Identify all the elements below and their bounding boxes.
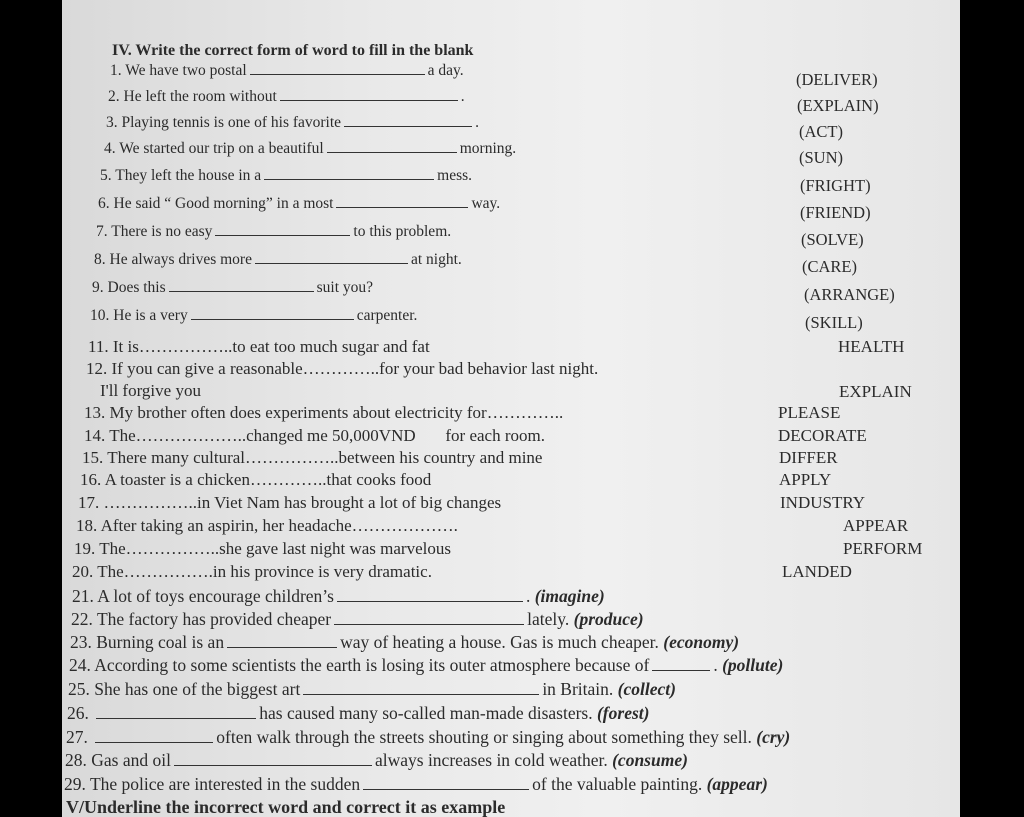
- exercise-item: [96, 223, 451, 241]
- answer-blank[interactable]: [336, 206, 468, 208]
- answer-blank[interactable]: [96, 717, 256, 719]
- item-number: 11.: [88, 337, 113, 356]
- item-number: 13.: [84, 403, 110, 422]
- exercise-item: [88, 337, 430, 357]
- item-text-after: a day.: [427, 62, 464, 79]
- item-number: 12.: [86, 359, 112, 378]
- item-text-after: .: [475, 114, 479, 131]
- root-word-hint: (cry): [756, 727, 791, 747]
- item-text-after: always increases in cold weather.: [374, 750, 613, 770]
- item-text-before: After taking an aspirin, her headache: [100, 516, 352, 535]
- item-number: 19.: [74, 539, 100, 558]
- item-text-after: suit you?: [316, 279, 374, 296]
- item-text-before: There is no easy: [111, 223, 213, 240]
- item-number: 7.: [96, 223, 112, 240]
- item-number: 1.: [110, 62, 126, 79]
- root-word-hint: (forest): [596, 703, 650, 723]
- item-text-after: she gave last night was marvelous: [219, 539, 451, 558]
- item-text-before: He is a very: [113, 307, 188, 324]
- item-number: 8.: [94, 251, 110, 268]
- dotted-answer-blank[interactable]: ……………….: [351, 516, 458, 535]
- item-text-after: that cooks food: [326, 470, 432, 489]
- item-number: 2.: [108, 88, 124, 105]
- dotted-answer-blank[interactable]: …………..: [486, 403, 564, 422]
- item-text-before: A toaster is a chicken: [104, 470, 250, 489]
- root-word: APPEAR: [843, 516, 909, 535]
- item-text-before: Gas and oil: [91, 750, 171, 770]
- item-number: 16.: [80, 470, 105, 489]
- item-text-after: at night.: [410, 251, 462, 268]
- exercise-item: [92, 279, 373, 297]
- root-word: (FRIGHT): [800, 176, 871, 195]
- item-number: 22.: [71, 609, 97, 629]
- item-number: 10.: [90, 307, 114, 324]
- exercise-item: [74, 539, 451, 559]
- root-word: (SOLVE): [801, 230, 864, 249]
- item-text-before: Playing tennis is one of his favorite: [121, 114, 342, 131]
- item-text-after: for your bad behavior last night.: [379, 359, 599, 378]
- item-text-after: in Viet Nam has brought a lot of big changes: [197, 493, 502, 512]
- item-text-after: .: [525, 586, 535, 606]
- item-text-before: It is: [112, 337, 139, 356]
- dotted-answer-blank[interactable]: …………….: [123, 562, 213, 581]
- root-word: PERFORM: [843, 539, 923, 558]
- item-number: 26.: [67, 703, 94, 723]
- answer-blank[interactable]: [344, 125, 472, 127]
- item-number: 6.: [98, 195, 114, 212]
- exercise-item: [76, 516, 458, 536]
- dotted-answer-blank[interactable]: ……………..: [245, 448, 339, 467]
- exercise-item: [65, 750, 688, 771]
- item-text-before: The police are interested in the sudden: [89, 774, 361, 794]
- exercise-item: [72, 586, 605, 607]
- item-text-after: lately.: [527, 609, 574, 629]
- item-text-after: has caused many so-called man-made disasters.: [259, 703, 597, 723]
- item-number: 21.: [72, 586, 98, 606]
- item-number: 14.: [84, 426, 110, 445]
- item-text-before: My brother often does experiments about electricity for: [109, 403, 487, 422]
- root-word-hint: (economy): [663, 632, 740, 652]
- item-number: 28.: [65, 750, 92, 770]
- exercise-item: [70, 632, 739, 653]
- exercise-item: [64, 774, 768, 795]
- root-word-hint: (consume): [612, 750, 688, 770]
- item-text-before: According to some scientists the earth is losing its outer atmosphere because of: [94, 655, 650, 675]
- item-text-after: in his province is very dramatic.: [212, 562, 432, 581]
- item-text-before: Does this: [107, 279, 166, 296]
- answer-blank[interactable]: [303, 693, 539, 695]
- item-text-before: He said “ Good morning” in a most: [113, 195, 334, 212]
- item-text-after: to this problem.: [353, 223, 452, 240]
- item-text-before: The: [109, 426, 136, 445]
- root-word: (ARRANGE): [804, 285, 895, 304]
- item-text-after: way.: [471, 195, 501, 212]
- item-text-after: to eat too much sugar and fat: [232, 337, 430, 356]
- root-word: DECORATE: [778, 426, 867, 445]
- exercise-item: [67, 703, 649, 724]
- root-word-hint: (collect): [617, 679, 676, 699]
- exercise-item: [90, 307, 417, 325]
- root-word: PLEASE: [778, 403, 841, 422]
- item-text-before: He left the room without: [123, 88, 277, 105]
- exercise-item: [104, 140, 516, 158]
- exercise-item: [66, 727, 790, 748]
- answer-blank[interactable]: [255, 262, 408, 264]
- exercise-item: [98, 195, 500, 213]
- worksheet-page: [62, 0, 960, 817]
- answer-blank[interactable]: [363, 788, 529, 790]
- exercise-item: [106, 114, 479, 132]
- item-text-after: mess.: [437, 167, 473, 184]
- item-number: 27.: [66, 727, 93, 747]
- item-text-after: in Britain.: [542, 679, 618, 699]
- exercise-item: [80, 470, 431, 490]
- root-word: (SKILL): [805, 313, 863, 332]
- item-number: 29.: [64, 774, 90, 794]
- next-section-heading: V/Underline the incorrect word and correct it as example: [66, 797, 506, 817]
- item-text-before: If you can give a reasonable: [111, 359, 303, 378]
- item-text-before: We have two postal: [125, 62, 247, 79]
- exercise-item: [82, 448, 542, 468]
- exercise-item: [100, 381, 201, 401]
- item-text-before: We started our trip on a beautiful: [119, 140, 324, 157]
- answer-blank[interactable]: [169, 290, 314, 292]
- item-text-after: morning.: [459, 140, 517, 157]
- item-number: 3.: [106, 114, 122, 131]
- exercise-item: [108, 88, 465, 106]
- exercise-item: [100, 167, 472, 185]
- item-text-after: often walk through the streets shouting or singing about something they sell.: [216, 727, 757, 747]
- item-text-before: The: [99, 539, 126, 558]
- item-text-before: Burning coal is an: [96, 632, 225, 652]
- exercise-item: [84, 426, 545, 446]
- dotted-answer-blank[interactable]: ……………..: [103, 493, 197, 512]
- root-word: EXPLAIN: [839, 382, 912, 401]
- item-text-after: way of heating a house. Gas is much cheaper.: [340, 632, 664, 652]
- exercise-item: [69, 655, 783, 676]
- item-text-after: .: [460, 88, 465, 105]
- root-word: (ACT): [799, 122, 843, 141]
- dotted-answer-blank[interactable]: ……………..: [138, 337, 233, 356]
- item-number: 20.: [72, 562, 98, 581]
- exercise-item: [72, 562, 432, 582]
- answer-blank[interactable]: [174, 764, 372, 766]
- root-word: (SUN): [799, 148, 843, 167]
- exercise-item: [68, 679, 676, 700]
- item-text-before: She has one of the biggest art: [94, 679, 301, 699]
- answer-blank[interactable]: [191, 318, 354, 320]
- answer-blank[interactable]: [250, 73, 425, 75]
- item-text-after: carpenter.: [356, 307, 418, 324]
- section-heading: IV. Write the correct form of word to fill in the blank: [112, 42, 474, 59]
- answer-blank[interactable]: [227, 646, 337, 648]
- dotted-answer-blank[interactable]: ……………..: [125, 539, 220, 558]
- item-number: 5.: [100, 167, 116, 184]
- root-word-hint: (pollute): [722, 655, 784, 675]
- exercise-item: [71, 609, 644, 630]
- answer-blank[interactable]: [215, 234, 350, 236]
- item-number: 24.: [69, 655, 95, 675]
- root-word: (DELIVER): [796, 70, 878, 89]
- item-number: 17.: [78, 493, 104, 512]
- item-number: 25.: [68, 679, 95, 699]
- dotted-answer-blank[interactable]: …………..: [302, 359, 380, 378]
- root-word: DIFFER: [779, 448, 838, 467]
- root-word: LANDED: [782, 562, 852, 581]
- item-text-after: changed me 50,000VND for each room.: [246, 426, 545, 445]
- root-word-hint: (appear): [706, 774, 768, 794]
- answer-blank[interactable]: [334, 623, 524, 625]
- exercise-item: [110, 62, 464, 80]
- answer-blank[interactable]: [264, 178, 434, 180]
- dotted-answer-blank[interactable]: ………………..: [135, 426, 247, 445]
- exercise-item: [86, 359, 598, 379]
- answer-blank[interactable]: [95, 741, 213, 743]
- item-text-before: There many cultural: [107, 448, 246, 467]
- item-text-before: The factory has provided cheaper: [96, 609, 332, 629]
- exercise-item: [94, 251, 462, 269]
- item-text-before: The: [97, 562, 124, 581]
- answer-blank[interactable]: [280, 99, 458, 101]
- item-number: 9.: [92, 279, 108, 296]
- root-word: (CARE): [802, 257, 857, 276]
- item-number: 15.: [82, 448, 108, 467]
- item-number: 18.: [76, 516, 101, 535]
- item-text-before: They left the house in a: [115, 167, 262, 184]
- item-text-before: I'll forgive you: [100, 381, 201, 400]
- item-number: 4.: [104, 140, 120, 157]
- answer-blank[interactable]: [327, 151, 457, 153]
- item-text-before: A lot of toys encourage children’s: [97, 586, 334, 606]
- root-word-hint: (imagine): [534, 586, 605, 606]
- answer-blank[interactable]: [337, 600, 523, 602]
- item-text-after: between his country and mine: [338, 448, 543, 467]
- answer-blank[interactable]: [652, 669, 710, 671]
- root-word: APPLY: [779, 470, 832, 489]
- dotted-answer-blank[interactable]: …………..: [249, 470, 327, 489]
- item-text-after: of the valuable painting.: [532, 774, 707, 794]
- exercise-item: [84, 403, 563, 423]
- root-word: (EXPLAIN): [797, 96, 879, 115]
- root-word-hint: (produce): [573, 609, 644, 629]
- exercise-item: [78, 493, 501, 513]
- root-word: INDUSTRY: [780, 493, 866, 512]
- item-text-after: .: [713, 655, 723, 675]
- item-text-before: He always drives more: [109, 251, 252, 268]
- item-number: 23.: [70, 632, 97, 652]
- root-word: (FRIEND): [800, 203, 871, 222]
- root-word: HEALTH: [838, 337, 905, 356]
